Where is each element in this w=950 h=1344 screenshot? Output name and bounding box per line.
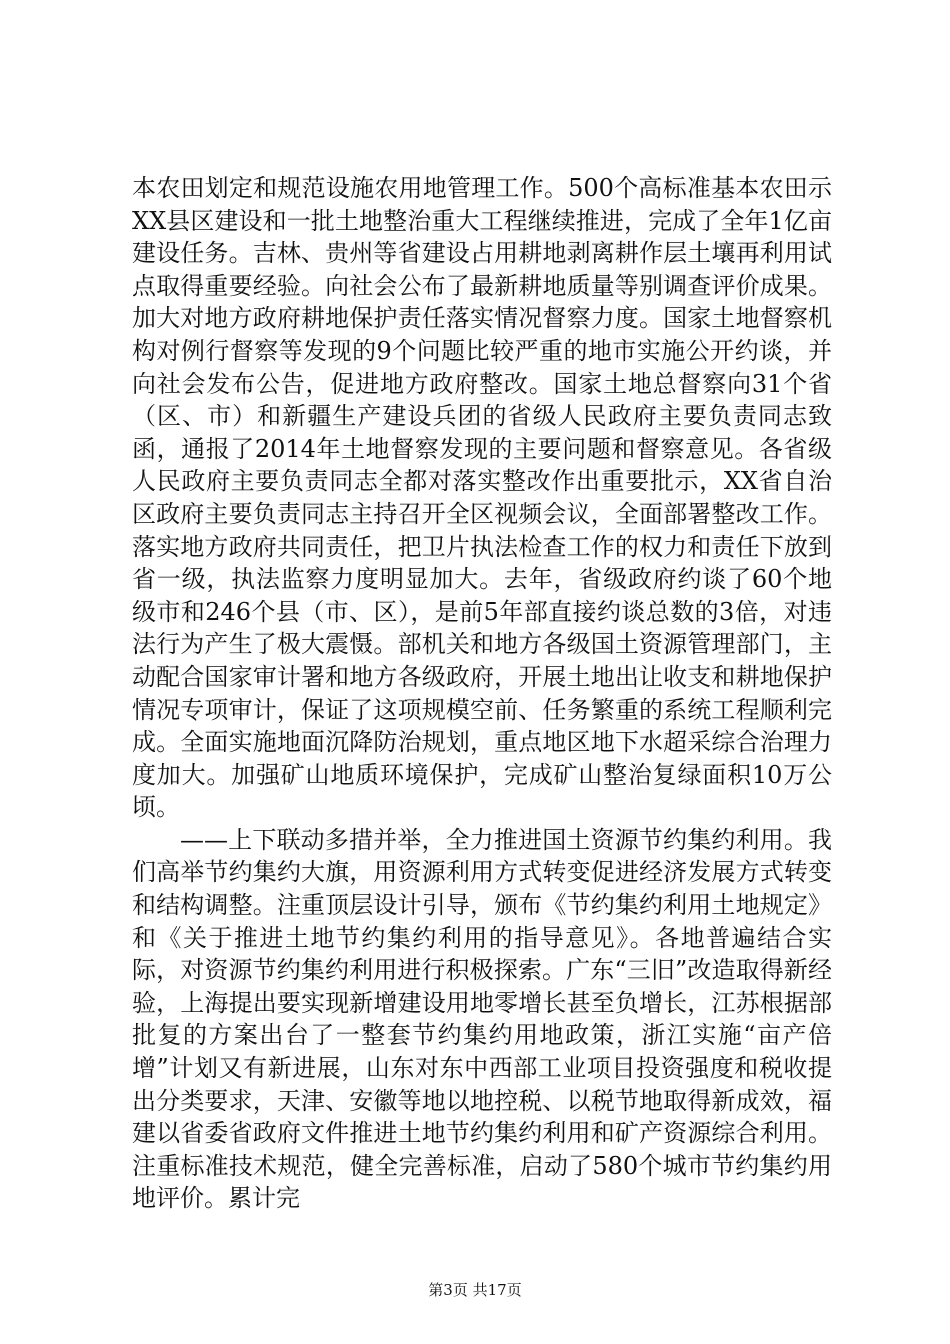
document-body — [132, 172, 832, 1215]
paragraph-2: ——上下联动多措并举，全力推进国土资源节约集约利用。我们高举节约集约大旗，用资源利用方式转变促进经济发展方式转变和结构调整。注重顶层设计引导，颁布《节约集约利用土地规定》和《关于推进土地节约集约利用的指导意见》。各地普遍结合实际，对资源节约集约利用进行积极探索。广东“三旧”改造取得新经验，上海提出要实现新增建设用地零增长甚至负增长，江苏根据部批复的方案出台了一整套节约集约用地政策，浙江实施“亩产倍增”计划又有新进展，山东对东中西部工业项目投资强度和税收提出分类要求，天津、安徽等地以地控税、以税节地取得新成效，福建以省委省政府文件推进土地节约集约利用和矿产资源综合利用。注重标准技术规范，健全完善标准，启动了580个城市节约集约用地评价。累计完 — [132, 825, 832, 1213]
page-footer — [0, 1279, 950, 1300]
paragraph-1: 本农田划定和规范设施农用地管理工作。500个高标准基本农田示XX县区建设和一批土地整治重大工程继续推进，完成了全年1亿亩建设任务。吉林、贵州等省建设占用耕地剥离耕作层土壤再利用试点取得重要经验。向社会公布了最新耕地质量等别调查评价成果。加大对地方政府耕地保护责任落实情况督察力度。国家土地督察机构对例行督察等发现的9个问题比较严重的地市实施公开约谈，并向社会发布公告，促进地方政府整改。国家土地总督察向31个省（区、市）和新疆生产建设兵团的省级人民政府主要负责同志致函，通报了2014年土地督察发现的主要问题和督察意见。各省级人民政府主要负责同志全都对落实整改作出重要批示，XX省自治区政府主要负责同志主持召开全区视频会议，全面部署整改工作。落实地方政府共同责任，把卫片执法检查工作的权力和责任下放到省一级，执法监察力度明显加大。去年，省级政府约谈了60个地级市和246个县（市、区），是前5年部直接约谈总数的3倍，对违法行为产生了极大震慑。部机关和地方各级国土资源管理部门，主动配合国家审计署和地方各级政府，开展土地出让收支和耕地保护情况专项审计，保证了这项规模空前、任务繁重的系统工程顺利完成。全面实施地面沉降防治规划，重点地区地下水超采综合治理力度加大。加强矿山地质环境保护，完成矿山整治复绿面积10万公顷。 — [132, 174, 832, 822]
page-number-label: 第3页 共17页 — [428, 1281, 522, 1299]
